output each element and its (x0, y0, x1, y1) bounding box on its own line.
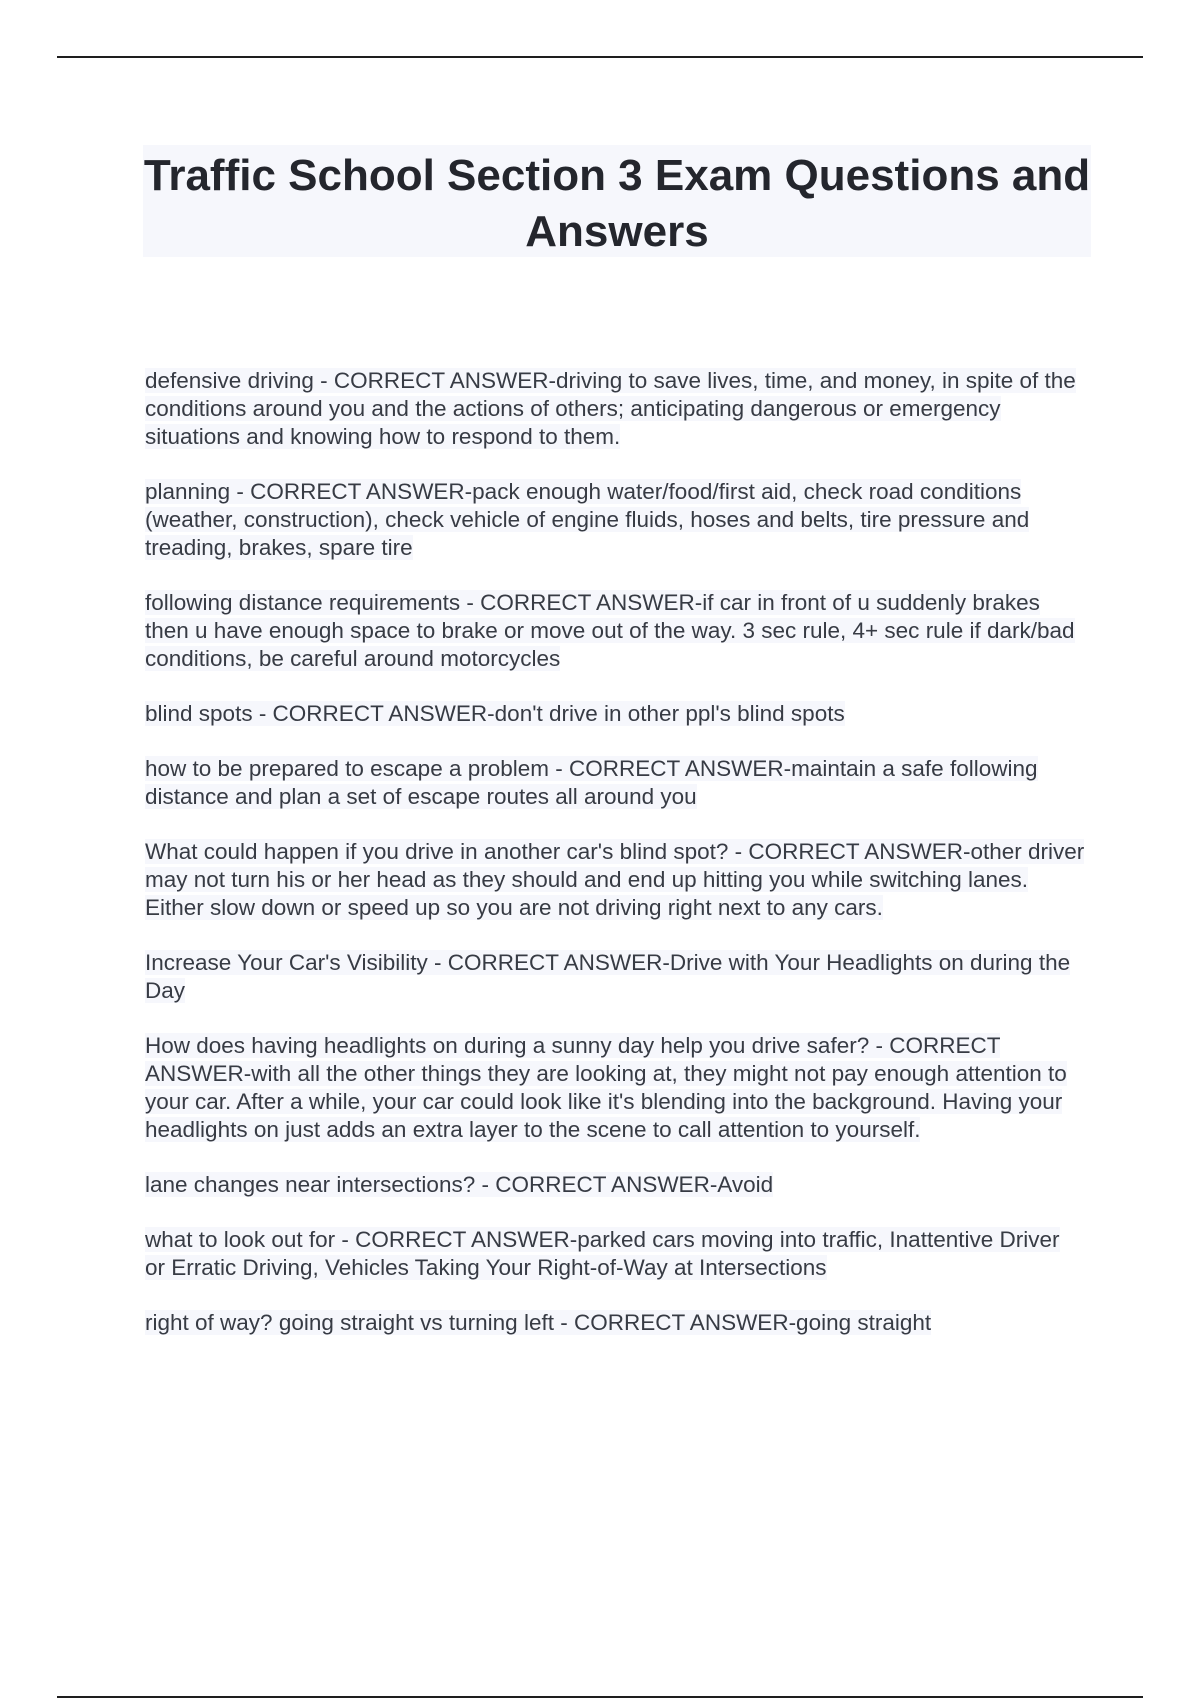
qa-entry (145, 367, 1085, 451)
qa-entry-text: what to look out for - CORRECT ANSWER-parked cars moving into traffic, Inattentive Driver or Erratic Driving, Vehicles Taking Your Right-of-Way at Intersections (145, 1227, 1060, 1280)
qa-list (145, 367, 1085, 1364)
qa-entry (145, 755, 1085, 811)
qa-entry-text: What could happen if you drive in another car's blind spot? - CORRECT ANSWER-other driver may not turn his or her head as they should and end up hitting you while switching lanes. Either slow down or speed up so you are not driving right next to any cars. (145, 839, 1085, 920)
qa-entry (145, 589, 1085, 673)
qa-entry-text: planning - CORRECT ANSWER-pack enough water/food/first aid, check road conditions (weather, construction), check vehicle of engine fluids, hoses and belts, tire pressure and treading, brakes, spare tire (145, 479, 1030, 560)
qa-entry-text: lane changes near intersections? - CORRECT ANSWER-Avoid (145, 1172, 774, 1197)
title-banner (143, 145, 1091, 257)
qa-entry (145, 1309, 1085, 1337)
bottom-rule (57, 1696, 1143, 1698)
top-rule (57, 56, 1143, 58)
qa-entry-text: right of way? going straight vs turning left - CORRECT ANSWER-going straight (145, 1310, 932, 1335)
qa-entry-text: Increase Your Car's Visibility - CORRECT ANSWER-Drive with Your Headlights on during the Day (145, 950, 1071, 1003)
document-title: Traffic School Section 3 Exam Questions and Answers (143, 151, 1091, 256)
qa-entry (145, 949, 1085, 1005)
qa-entry-text: defensive driving - CORRECT ANSWER-driving to save lives, time, and money, in spite of the conditions around you and the actions of others; anticipating dangerous or emergency situations and knowing how to respond to them. (145, 368, 1076, 449)
qa-entry-text: blind spots - CORRECT ANSWER-don't drive in other ppl's blind spots (145, 701, 845, 726)
qa-entry-text: how to be prepared to escape a problem - CORRECT ANSWER-maintain a safe following distance and plan a set of escape routes all around you (145, 756, 1038, 809)
qa-entry (145, 1171, 1085, 1199)
qa-entry (145, 478, 1085, 562)
qa-entry (145, 700, 1085, 728)
qa-entry (145, 1226, 1085, 1282)
qa-entry (145, 1032, 1085, 1144)
qa-entry (145, 838, 1085, 922)
qa-entry-text: How does having headlights on during a sunny day help you drive safer? - CORRECT ANSWER-with all the other things they are looking at, they might not pay enough attention to your car. After a while, your car could look like it's blending into the background. Having your headlights on just adds an extra layer to the scene to call attention to yourself. (145, 1033, 1067, 1142)
qa-entry-text: following distance requirements - CORRECT ANSWER-if car in front of u suddenly brakes then u have enough space to brake or move out of the way. 3 sec rule, 4+ sec rule if dark/bad conditions, be careful around motorcycles (145, 590, 1075, 671)
